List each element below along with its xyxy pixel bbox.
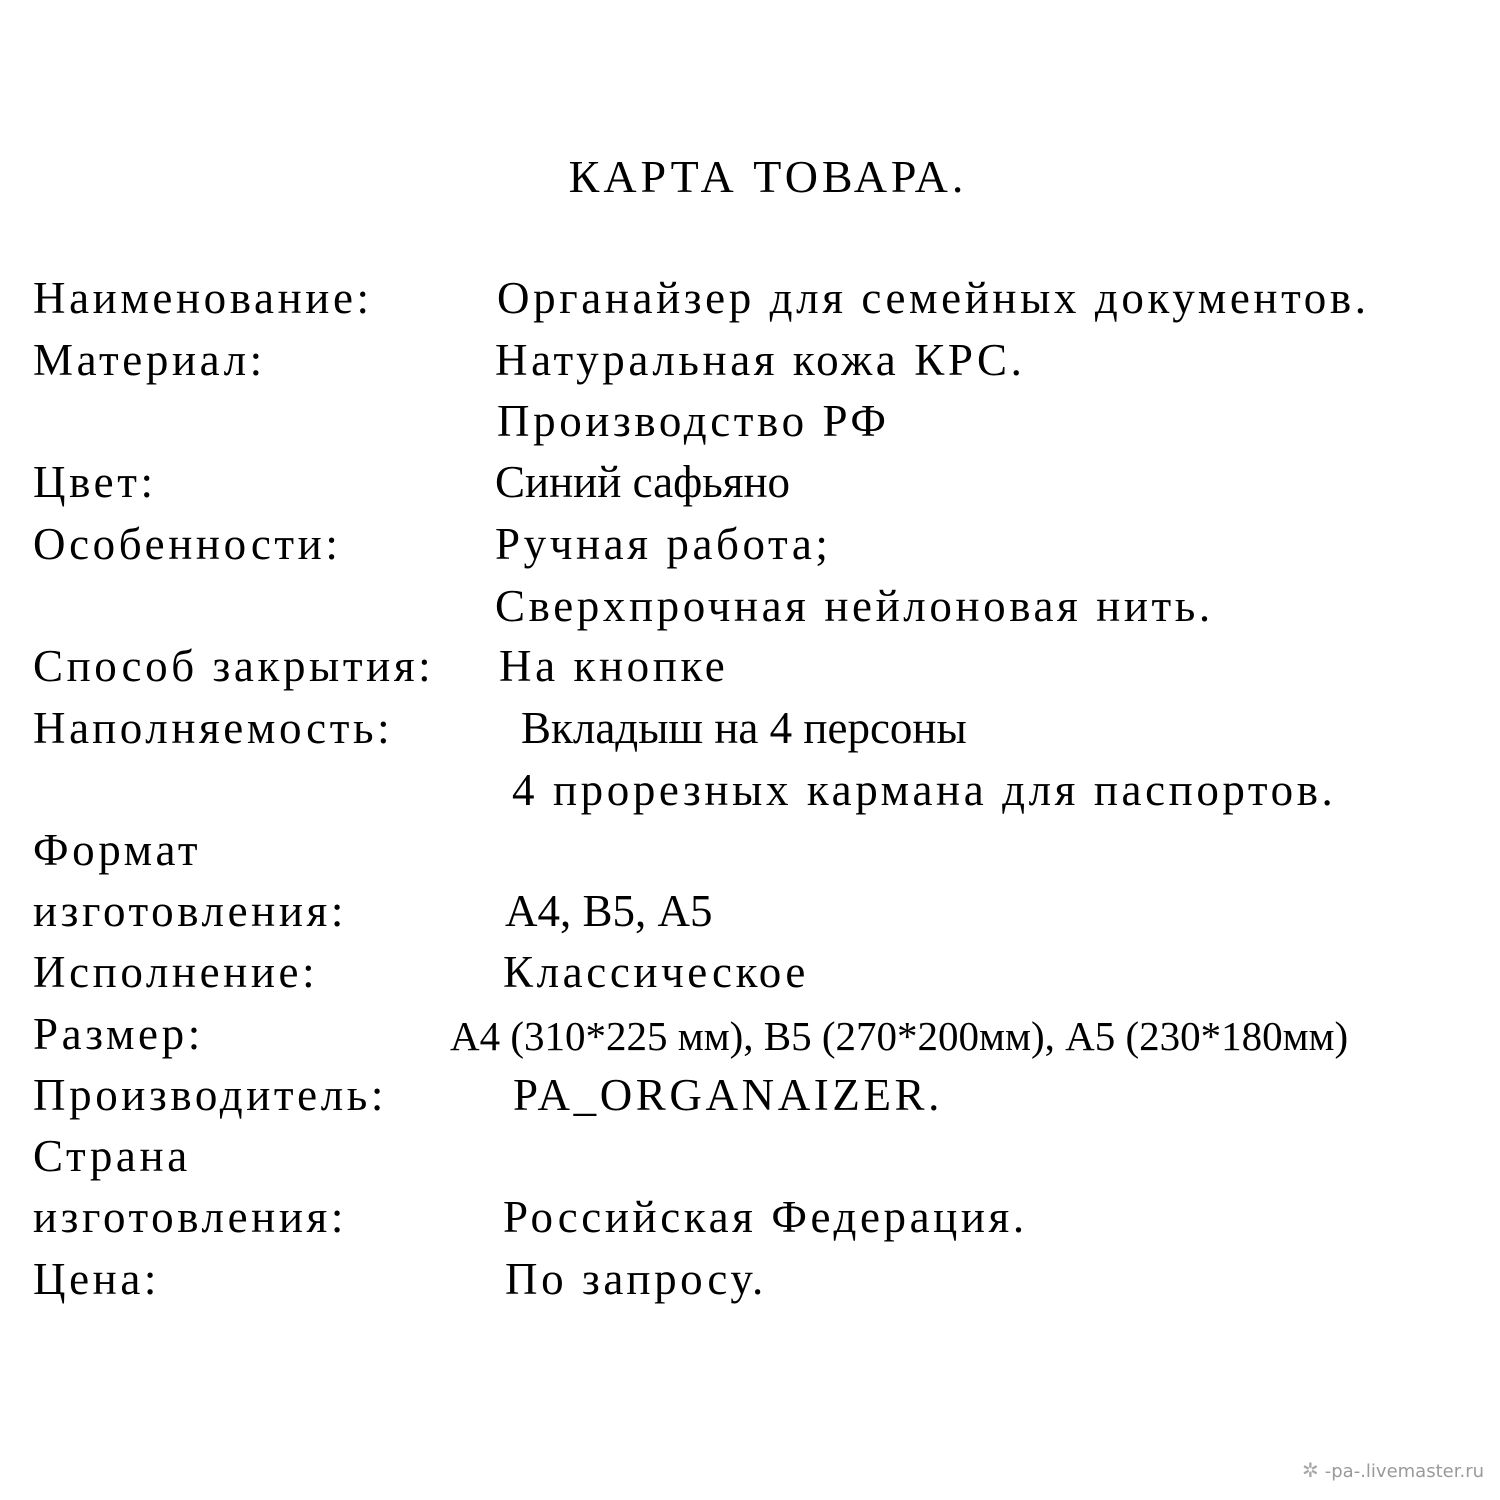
material-origin-value: Производство РФ [497, 396, 890, 446]
capacity-value: Вкладыш на 4 персоны [521, 703, 967, 753]
manufacturer-value: PA_ORGANAIZER. [513, 1070, 944, 1120]
material-value: Натуральная кожа КРС. [495, 335, 1026, 385]
capacity-pockets-value: 4 прорезных кармана для паспортов. [512, 765, 1337, 815]
color-value: Синий сафьяно [495, 457, 791, 507]
size-value: А4 (310*225 мм), В5 (270*200мм), А5 (230*180мм) [450, 1013, 1349, 1059]
material-label: Материал: [33, 335, 266, 385]
price-value: По запросу. [505, 1254, 767, 1304]
country-label-cont: изготовления: [33, 1192, 347, 1242]
gear-icon: ✲ [1301, 1458, 1319, 1482]
watermark [1302, 1458, 1484, 1482]
closure-value: На кнопке [499, 641, 729, 691]
watermark-text: -pa-.livemaster.ru [1324, 1461, 1484, 1482]
page-title: КАРТА ТОВАРА. [568, 151, 968, 202]
name-value: Органайзер для семейных документов. [497, 273, 1370, 323]
format-value: А4, В5, А5 [505, 886, 713, 936]
format-label-cont: изготовления: [33, 886, 347, 936]
color-label: Цвет: [33, 457, 157, 507]
country-value: Российская Федерация. [503, 1192, 1028, 1242]
features-label: Особенности: [33, 519, 342, 569]
capacity-label: Наполняемость: [33, 703, 394, 753]
execution-label: Исполнение: [33, 947, 319, 997]
manufacturer-label: Производитель: [33, 1070, 387, 1120]
features-value: Ручная работа; [495, 519, 832, 569]
features-thread-value: Сверхпрочная нейлоновая нить. [495, 581, 1214, 631]
country-label: Страна [33, 1131, 191, 1181]
price-label: Цена: [33, 1254, 161, 1304]
execution-value: Классическое [503, 947, 809, 997]
name-label: Наименование: [33, 273, 373, 323]
size-label: Размер: [33, 1009, 204, 1059]
format-label: Формат [33, 825, 202, 875]
closure-label: Способ закрытия: [33, 641, 435, 691]
